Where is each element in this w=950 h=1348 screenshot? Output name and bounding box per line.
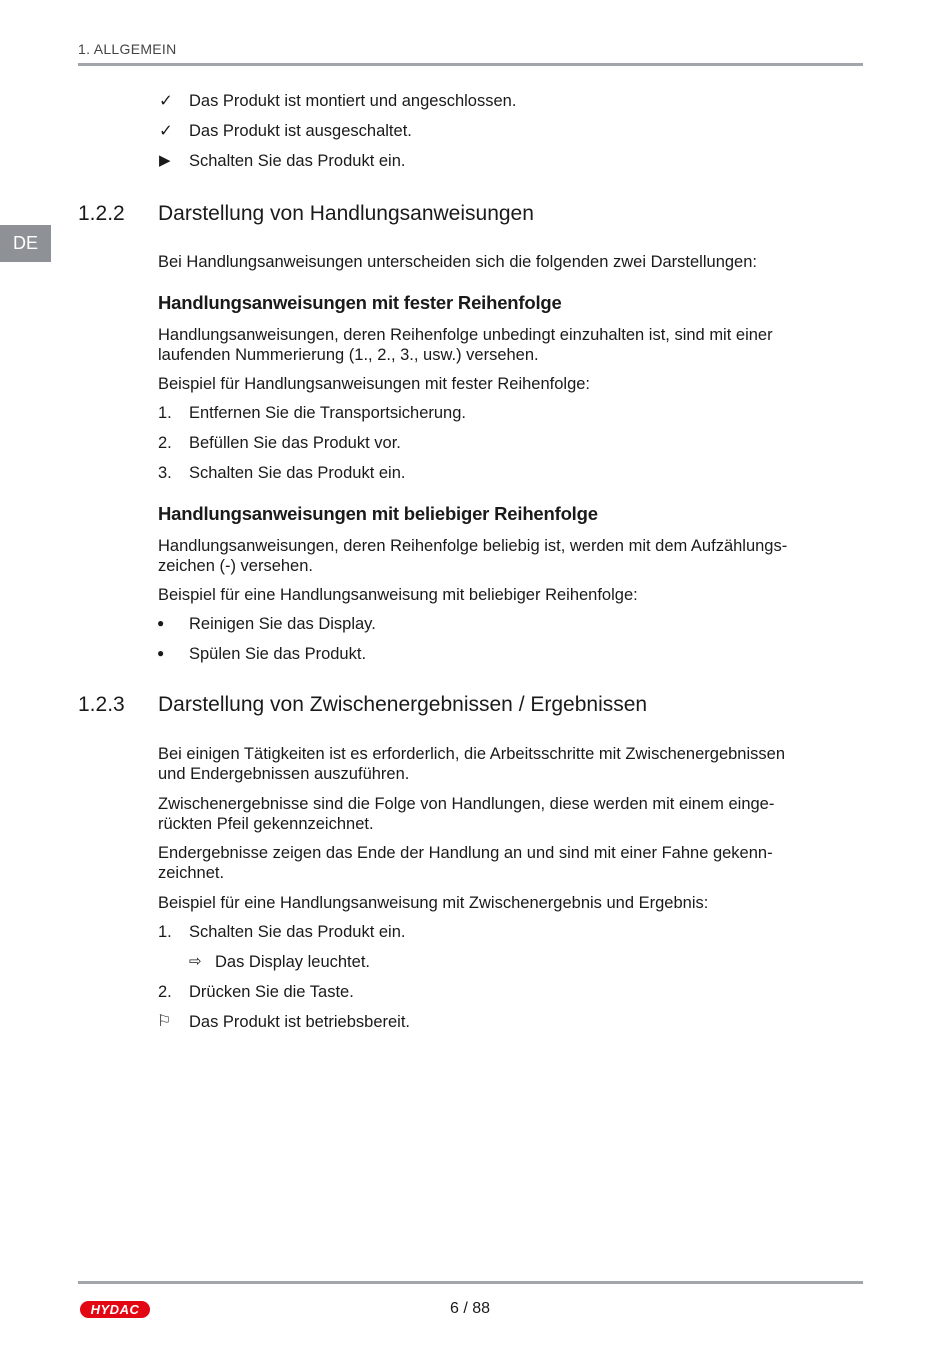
page-number: 6 / 88 [449,1300,491,1317]
step-number: 1. [158,923,172,941]
paragraph-line: zeichen (-) versehen. [158,557,313,575]
interim-arrow-icon: ⇨ [189,953,202,970]
example-label: Beispiel für Handlungsanweisungen mit fester Reihenfolge: [158,375,591,393]
paragraph-line: rückten Pfeil gekennzeichnet. [158,815,374,833]
paragraph-line: zeichnet. [158,864,225,882]
prereq-item: Das Produkt ist ausgeschaltet. [189,122,412,140]
paragraph-line: laufenden Nummerierung (1., 2., 3., usw.) versehen. [158,346,539,364]
subheading-any-order: Handlungsanweisungen mit beliebiger Reihenfolge [158,503,598,524]
paragraph [158,843,858,883]
step-number: 2. [158,434,172,452]
step-text: Schalten Sie das Produkt ein. [189,923,406,941]
logo-text: HYDAC [90,1302,140,1317]
check-icon: ✓ [159,92,173,110]
paragraph-line: Endergebnisse zeigen das Ende der Handlung an und sind mit einer Fahne gekenn- [158,844,773,862]
chapter-header: 1. ALLGEMEIN [78,41,177,57]
prereq-item: Schalten Sie das Produkt ein. [189,152,406,170]
section-number: 1.2.3 [78,693,125,716]
paragraph-line: Handlungsanweisungen, deren Reihenfolge unbedingt einzuhalten ist, sind mit einer [158,326,773,344]
final-result: Das Produkt ist betriebsbereit. [189,1013,411,1031]
step-text: Befüllen Sie das Produkt vor. [189,434,401,452]
footer-rule [78,1281,863,1284]
step-number: 1. [158,404,172,422]
header-rule [78,63,863,66]
flag-icon: ⚐ [157,1013,172,1030]
example-label: Beispiel für eine Handlungsanweisung mit beliebiger Reihenfolge: [158,586,638,604]
step-number: 3. [158,464,172,482]
check-icon: ✓ [159,122,173,140]
interim-result: Das Display leuchtet. [215,953,370,971]
step-text: Schalten Sie das Produkt ein. [189,464,406,482]
section-title: Darstellung von Handlungsanweisungen [158,202,534,225]
step-text: Drücken Sie die Taste. [189,983,354,1001]
paragraph-line: und Endergebnissen auszuführen. [158,765,410,783]
paragraph-line: Zwischenergebnisse sind die Folge von Handlungen, diese werden mit einem einge- [158,795,775,813]
bullet-item: Reinigen Sie das Display. [189,615,376,633]
paragraph [158,794,858,834]
bullet-item: Spülen Sie das Produkt. [189,645,367,663]
section-number: 1.2.2 [78,202,125,225]
example-label: Beispiel für eine Handlungsanweisung mit Zwischenergebnis und Ergebnis: [158,894,709,912]
subheading-fixed-order: Handlungsanweisungen mit fester Reihenfolge [158,292,562,313]
language-tab: DE [0,225,51,262]
section-intro: Bei Handlungsanweisungen unterscheiden sich die folgenden zwei Darstellungen: [158,253,757,271]
step-number: 2. [158,983,172,1001]
paragraph-line: Handlungsanweisungen, deren Reihenfolge beliebig ist, werden mit dem Aufzählungs- [158,537,788,555]
paragraph-line: Bei einigen Tätigkeiten ist es erforderlich, die Arbeitsschritte mit Zwischenergebnissen [158,745,785,763]
prereq-item: Das Produkt ist montiert und angeschlossen. [189,92,517,110]
step-text: Entfernen Sie die Transportsicherung. [189,404,466,422]
action-arrow-icon: ▶ [159,152,171,169]
section-title: Darstellung von Zwischenergebnissen / Ergebnissen [158,693,648,716]
paragraph-any-order [158,536,858,576]
bullet-icon: ● [157,616,165,630]
paragraph-fixed-order [158,325,858,365]
paragraph [158,744,858,784]
bullet-icon: ● [157,646,165,660]
